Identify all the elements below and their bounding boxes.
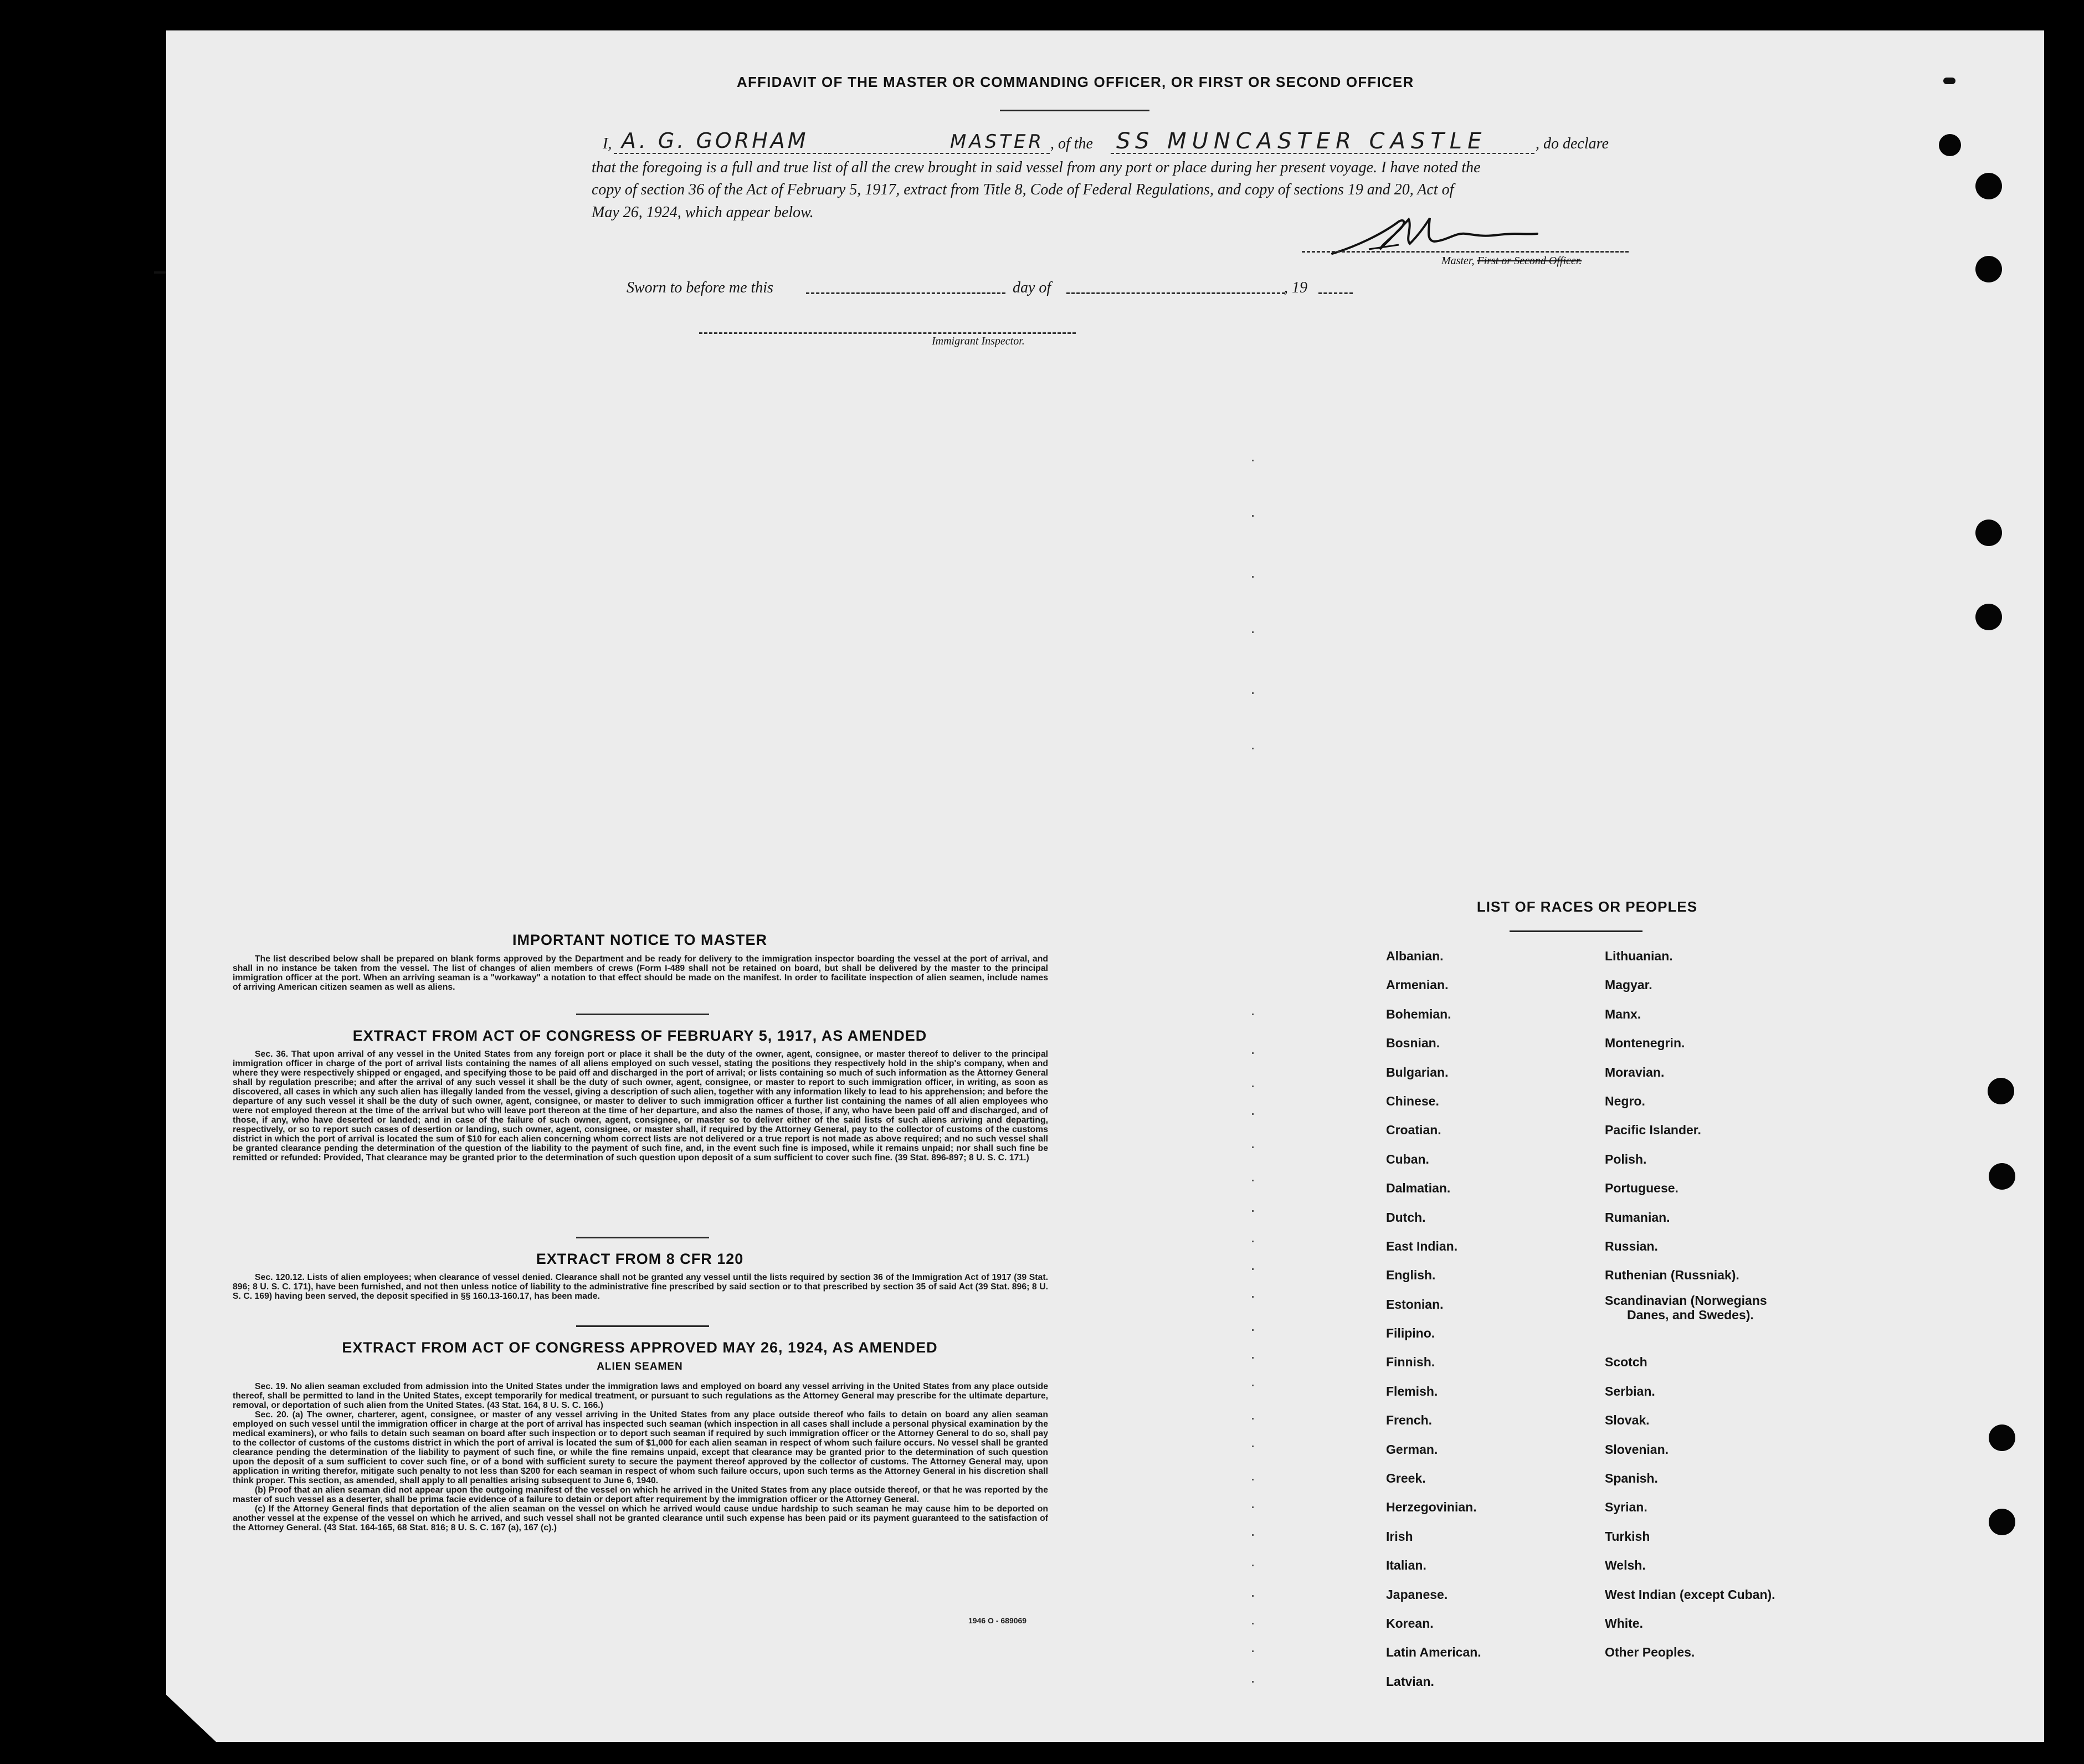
extract-1924-heading: EXTRACT FROM ACT OF CONGRESS APPROVED MAY 26, 1924, AS AMENDED: [342, 1339, 938, 1356]
extract-8cfr-heading: EXTRACT FROM 8 CFR 120: [536, 1251, 744, 1267]
list-item: Greek.: [1386, 1471, 1426, 1486]
list-item: Turkish: [1605, 1529, 1650, 1544]
notice-text: [233, 954, 1048, 992]
races-list-left: [1386, 942, 1481, 1696]
notice-paragraph: The list described below shall be prepared on blank forms approved by the Department and be ready for delivery to the immigration inspector boarding the vessel at the port of arrival, and shall in no instance be taken from the vessel. The list of changes of alien members of crews (Form I-489 shall not be retained on board, but shall be delivered by the master to the principal immigration officer at the port. When an arriving seaman is a "workaway" a notation to that effect should be made on the manifest. In order to facilitate inspection of alien seamen, include names of arriving American citizen seamen as well as aliens.: [233, 954, 1048, 992]
punch-hole: [1939, 134, 1961, 156]
list-item-text: Scandinavian (Norwegians: [1605, 1293, 1767, 1308]
master-name-handwritten: A. G. GORHAM: [622, 128, 809, 153]
do-declare-label: , do declare: [1536, 135, 1609, 152]
races-title: LIST OF RACES OR PEOPLES: [1476, 898, 1698, 915]
section-20b-paragraph: (b) Proof that an alien seaman did not appear upon the outgoing manifest of the vessel on which he arrived in the United States from any place outside thereof, or that he was reported by the master of such vessel as a deserter, shall be prima facie evidence of a failure to detain or deport after requirement by the immigration officer or the Attorney General.: [233, 1485, 1048, 1504]
list-item: Manx.: [1605, 1006, 1641, 1021]
edge-mark: [1943, 78, 1955, 84]
list-item: Polish.: [1605, 1151, 1647, 1166]
inspector-caption: Immigrant Inspector.: [932, 335, 1025, 347]
signature-line: [1302, 251, 1629, 253]
print-code: 1946 O - 689069: [968, 1616, 1027, 1625]
extract-1917-heading: EXTRACT FROM ACT OF CONGRESS OF FEBRUARY 5, 1917, AS AMENDED: [352, 1027, 927, 1044]
punch-hole: [1975, 520, 2002, 546]
list-item: Korean.: [1386, 1616, 1434, 1631]
list-item: Bosnian.: [1386, 1036, 1440, 1051]
list-item: Pacific Islander.: [1605, 1123, 1701, 1138]
punch-hole: [1988, 1078, 2014, 1104]
title-field-line: [828, 153, 1050, 154]
list-item: Armenian.: [1386, 978, 1449, 992]
list-item: Scotch: [1605, 1355, 1647, 1370]
list-item: English.: [1386, 1268, 1436, 1283]
punch-hole: [1975, 604, 2002, 630]
list-item: Albanian.: [1386, 949, 1444, 963]
edge-mark: [154, 271, 166, 274]
list-item: Cuban.: [1386, 1151, 1429, 1166]
races-list-right: [1605, 942, 1775, 1667]
section-120-12-paragraph: Sec. 120.12. Lists of alien employees; when clearance of vessel denied. Clearance shall not be granted any vessel until the lists required by section 36 of the Immigration Act of 1917 (39 Stat. 896; 8 U. S. C. 171), have been furnished, and not then unless notice of liability to the administrative fine prescribed by said section or to that prescribed by section 35 of said Act (39 Stat. 896; 8 U. S. C. 169) having been served, the deposit specified in §§ 160.13-160.17, has been made.: [233, 1273, 1048, 1301]
declaration-line-2: that the foregoing is a full and true list of all the crew brought in said vessel from any port or place during her present voyage. I have noted the: [592, 159, 1481, 176]
notice-heading: IMPORTANT NOTICE TO MASTER: [512, 932, 767, 948]
affidavit-title: AFFIDAVIT OF THE MASTER OR COMMANDING OFFICER, OR FIRST OR SECOND OFFICER: [737, 74, 1414, 90]
list-item: Negro.: [1605, 1093, 1645, 1108]
list-item: Italian.: [1386, 1558, 1426, 1573]
list-item: Dutch.: [1386, 1210, 1426, 1225]
list-item-continuation: Danes, and Swedes).: [1627, 1307, 1754, 1322]
extract-1924-text: [233, 1382, 1048, 1532]
list-item: Magyar.: [1605, 978, 1652, 992]
list-item: Serbian.: [1605, 1384, 1655, 1398]
list-item: Slovenian.: [1605, 1442, 1669, 1457]
list-item: Spanish.: [1605, 1471, 1658, 1486]
list-item: Montenegrin.: [1605, 1036, 1685, 1051]
list-item: Moravian.: [1605, 1064, 1665, 1079]
list-item: Lithuanian.: [1605, 949, 1673, 963]
punch-hole: [1989, 1163, 2015, 1190]
master-title-handwritten: MASTER: [950, 131, 1045, 153]
section-divider: [576, 1237, 709, 1238]
sworn-date-field[interactable]: [806, 292, 1005, 294]
section-20a-paragraph: Sec. 20. (a) The owner, charterer, agent, consignee, or master of any vessel arriving in the United States from any place outside thereof who fails to detain on board any alien seaman employed on such vessel until the immigration officer in charge at the port of arrival has inspected such seaman (which inspection in all cases shall include a personal physical examination by the medical examiners), or who fails to detain such seaman on board after such inspection or to deport such seaman if required by such immigration officer or the Attorney General to do so, shall pay to the collector of customs of the customs district in which the port of arrival is located the sum of $1,000 for each alien seaman in respect of whom such failure occurs. No vessel shall be granted clearance pending the determination of the liability to payment of such fine, or while the fine remains unpaid, except that clearance may be granted prior to the determination of such question upon the deposit of a sum sufficient to cover such fine, or of a bond with sufficient surety to secure the payment thereof approved by the collector of customs. The Attorney General may, upon application in writing therefor, mitigate such penalty to not less than $200 for each seaman in respect of whom such failure occurs, upon such terms as the Attorney General in his discretion shall think proper. This section, as amended, shall apply to all penalties arising subsequent to June 6, 1940.: [233, 1410, 1048, 1485]
declaration-prefix: I,: [603, 135, 612, 152]
list-item: French.: [1386, 1413, 1433, 1428]
list-item: White.: [1605, 1616, 1643, 1631]
signature-caption: [1441, 255, 1582, 268]
list-item: Latvian.: [1386, 1674, 1434, 1689]
list-item: Chinese.: [1386, 1093, 1439, 1108]
list-item: Dalmatian.: [1386, 1181, 1451, 1196]
section-divider: [576, 1014, 709, 1015]
title-divider: [1000, 110, 1149, 111]
declaration-line-3: copy of section 36 of the Act of February 5, 1917, extract from Title 8, Code of Federal Regulations, and copy of sections 19 and 20, Act of: [592, 181, 1454, 198]
list-item: Ruthenian (Russniak).: [1605, 1268, 1739, 1283]
list-item: Bulgarian.: [1386, 1064, 1449, 1079]
list-item: Rumanian.: [1605, 1210, 1670, 1225]
list-item: Latin American.: [1386, 1645, 1481, 1660]
sworn-label: Sworn to before me this: [627, 279, 773, 296]
vessel-name-handwritten: SS MUNCASTER CASTLE: [1116, 128, 1487, 154]
races-divider: [1510, 930, 1642, 932]
dotted-guide: [1252, 460, 1255, 1711]
punch-hole: [1989, 1509, 2015, 1535]
list-item: [1605, 1290, 1775, 1348]
list-item: Finnish.: [1386, 1355, 1435, 1370]
name-field-line: [614, 153, 827, 154]
list-item: Herzegovinian.: [1386, 1500, 1477, 1515]
extract-1917-text: [233, 1050, 1048, 1163]
inspector-signature-line[interactable]: [699, 332, 1076, 334]
section-36-paragraph: Sec. 36. That upon arrival of any vessel in the United States from any foreign port or place it shall be the duty of the owner, agent, consignee, or master thereof to deliver to the principal immigration officer in charge of the port of arrival lists containing the names of all aliens employed on such vessel, stating the positions they respectively hold in the ship's company, when and where they were respectively shipped or engaged, and specifying those to be paid off and discharged in the port of arrival; or lists containing so much of such information as the Attorney General shall by regulation prescribe; and after the arrival of any such vessel it shall be the duty of such owner, agent, consignee, or master to report to such immigration officer, in writing, as soon as discovered, all cases in which any such alien has illegally landed from the vessel, giving a description of such alien, together with any information likely to lead to his apprehension; and before the departure of any such vessel it shall be the duty of such owner, agent, consignee, or master to deliver to such immigration officer a further list containing the names of all alien employees who were not employed thereon at the time of the arrival but who will leave port thereon at the time of her departure, and also the names of those, if any, who have been paid off and discharged, and of those, if any, who have deserted or landed; and in case of the failure of such owner, agent, consignee, or master so to deliver either of the said lists of such aliens arriving and departing, respectively, or so to report such cases of desertion or landing, such owner, agent, consignee, or master shall, if required by the Attorney General, pay to the collector of customs of the customs district in which the port of arrival is located the sum of $10 for each alien concerning whom correct lists are not delivered or a true report is not made as above required; and no such vessel shall be granted clearance pending the determination of the question of the liability to the payment of such fine, and, in the event such fine is imposed, while it remains unpaid; nor shall such fine be remitted or refunded: Provided, That clearance may be granted prior to the determination of such question upon deposit of a sum sufficient to cover such fine. (39 Stat. 896-897; 8 U. S. C. 171.): [233, 1050, 1048, 1163]
list-item: East Indian.: [1386, 1238, 1458, 1253]
list-item: Irish: [1386, 1529, 1413, 1544]
list-item: Slovak.: [1605, 1413, 1650, 1428]
section-divider: [576, 1325, 709, 1327]
list-item: Filipino.: [1386, 1326, 1435, 1341]
struck-officer-caption: First or Second Officer.: [1477, 255, 1582, 267]
alien-seamen-subheading: ALIEN SEAMEN: [597, 1361, 683, 1372]
list-item: German.: [1386, 1442, 1438, 1457]
punch-hole: [1989, 1424, 2015, 1451]
punch-hole: [1975, 256, 2002, 282]
sworn-month-field[interactable]: [1066, 292, 1285, 294]
declaration-line-4: May 26, 1924, which appear below.: [592, 204, 814, 221]
list-item: Croatian.: [1386, 1123, 1441, 1138]
list-item: Welsh.: [1605, 1558, 1646, 1573]
list-item: Russian.: [1605, 1238, 1658, 1253]
list-item: Bohemian.: [1386, 1006, 1451, 1021]
list-item: Flemish.: [1386, 1384, 1438, 1398]
sworn-year-field[interactable]: [1318, 292, 1353, 294]
list-item: Syrian.: [1605, 1500, 1647, 1515]
list-item: Estonian.: [1386, 1297, 1444, 1312]
punch-hole: [1975, 173, 2002, 199]
master-signature: [1316, 210, 1559, 260]
master-caption: Master,: [1441, 255, 1475, 267]
list-item: Portuguese.: [1605, 1181, 1679, 1196]
extract-8cfr-text: [233, 1273, 1048, 1301]
of-the-label: , of the: [1050, 135, 1093, 152]
section-20c-paragraph: (c) If the Attorney General finds that deportation of the alien seaman on the vessel on which he arrived would cause undue hardship to such seaman he may cause him to be deported on another vessel at the expense of the vessel on which he arrived, and such vessel shall not be granted clearance until such expense has been paid or its payment guaranteed to the satisfaction of the Attorney General. (43 Stat. 164-165, 68 Stat. 816; 8 U. S. C. 167 (a), 167 (c).): [233, 1504, 1048, 1532]
year-prefix-label: , 19: [1284, 279, 1307, 296]
section-19-paragraph: Sec. 19. No alien seaman excluded from admission into the United States under the immigration laws and employed on board any vessel arriving in the United States from any place outside thereof, shall be permitted to land in the United States, except temporarily for medical treatment, or pursuant to such regulations as the Attorney General may prescribe for the ultimate departure, removal, or deportation of such alien from the United States. (43 Stat. 164, 8 U. S. C. 166.): [233, 1382, 1048, 1410]
list-item: Japanese.: [1386, 1587, 1448, 1602]
day-of-label: day of: [1013, 279, 1051, 296]
list-item: West Indian (except Cuban).: [1605, 1587, 1775, 1602]
list-item: Other Peoples.: [1605, 1645, 1695, 1660]
